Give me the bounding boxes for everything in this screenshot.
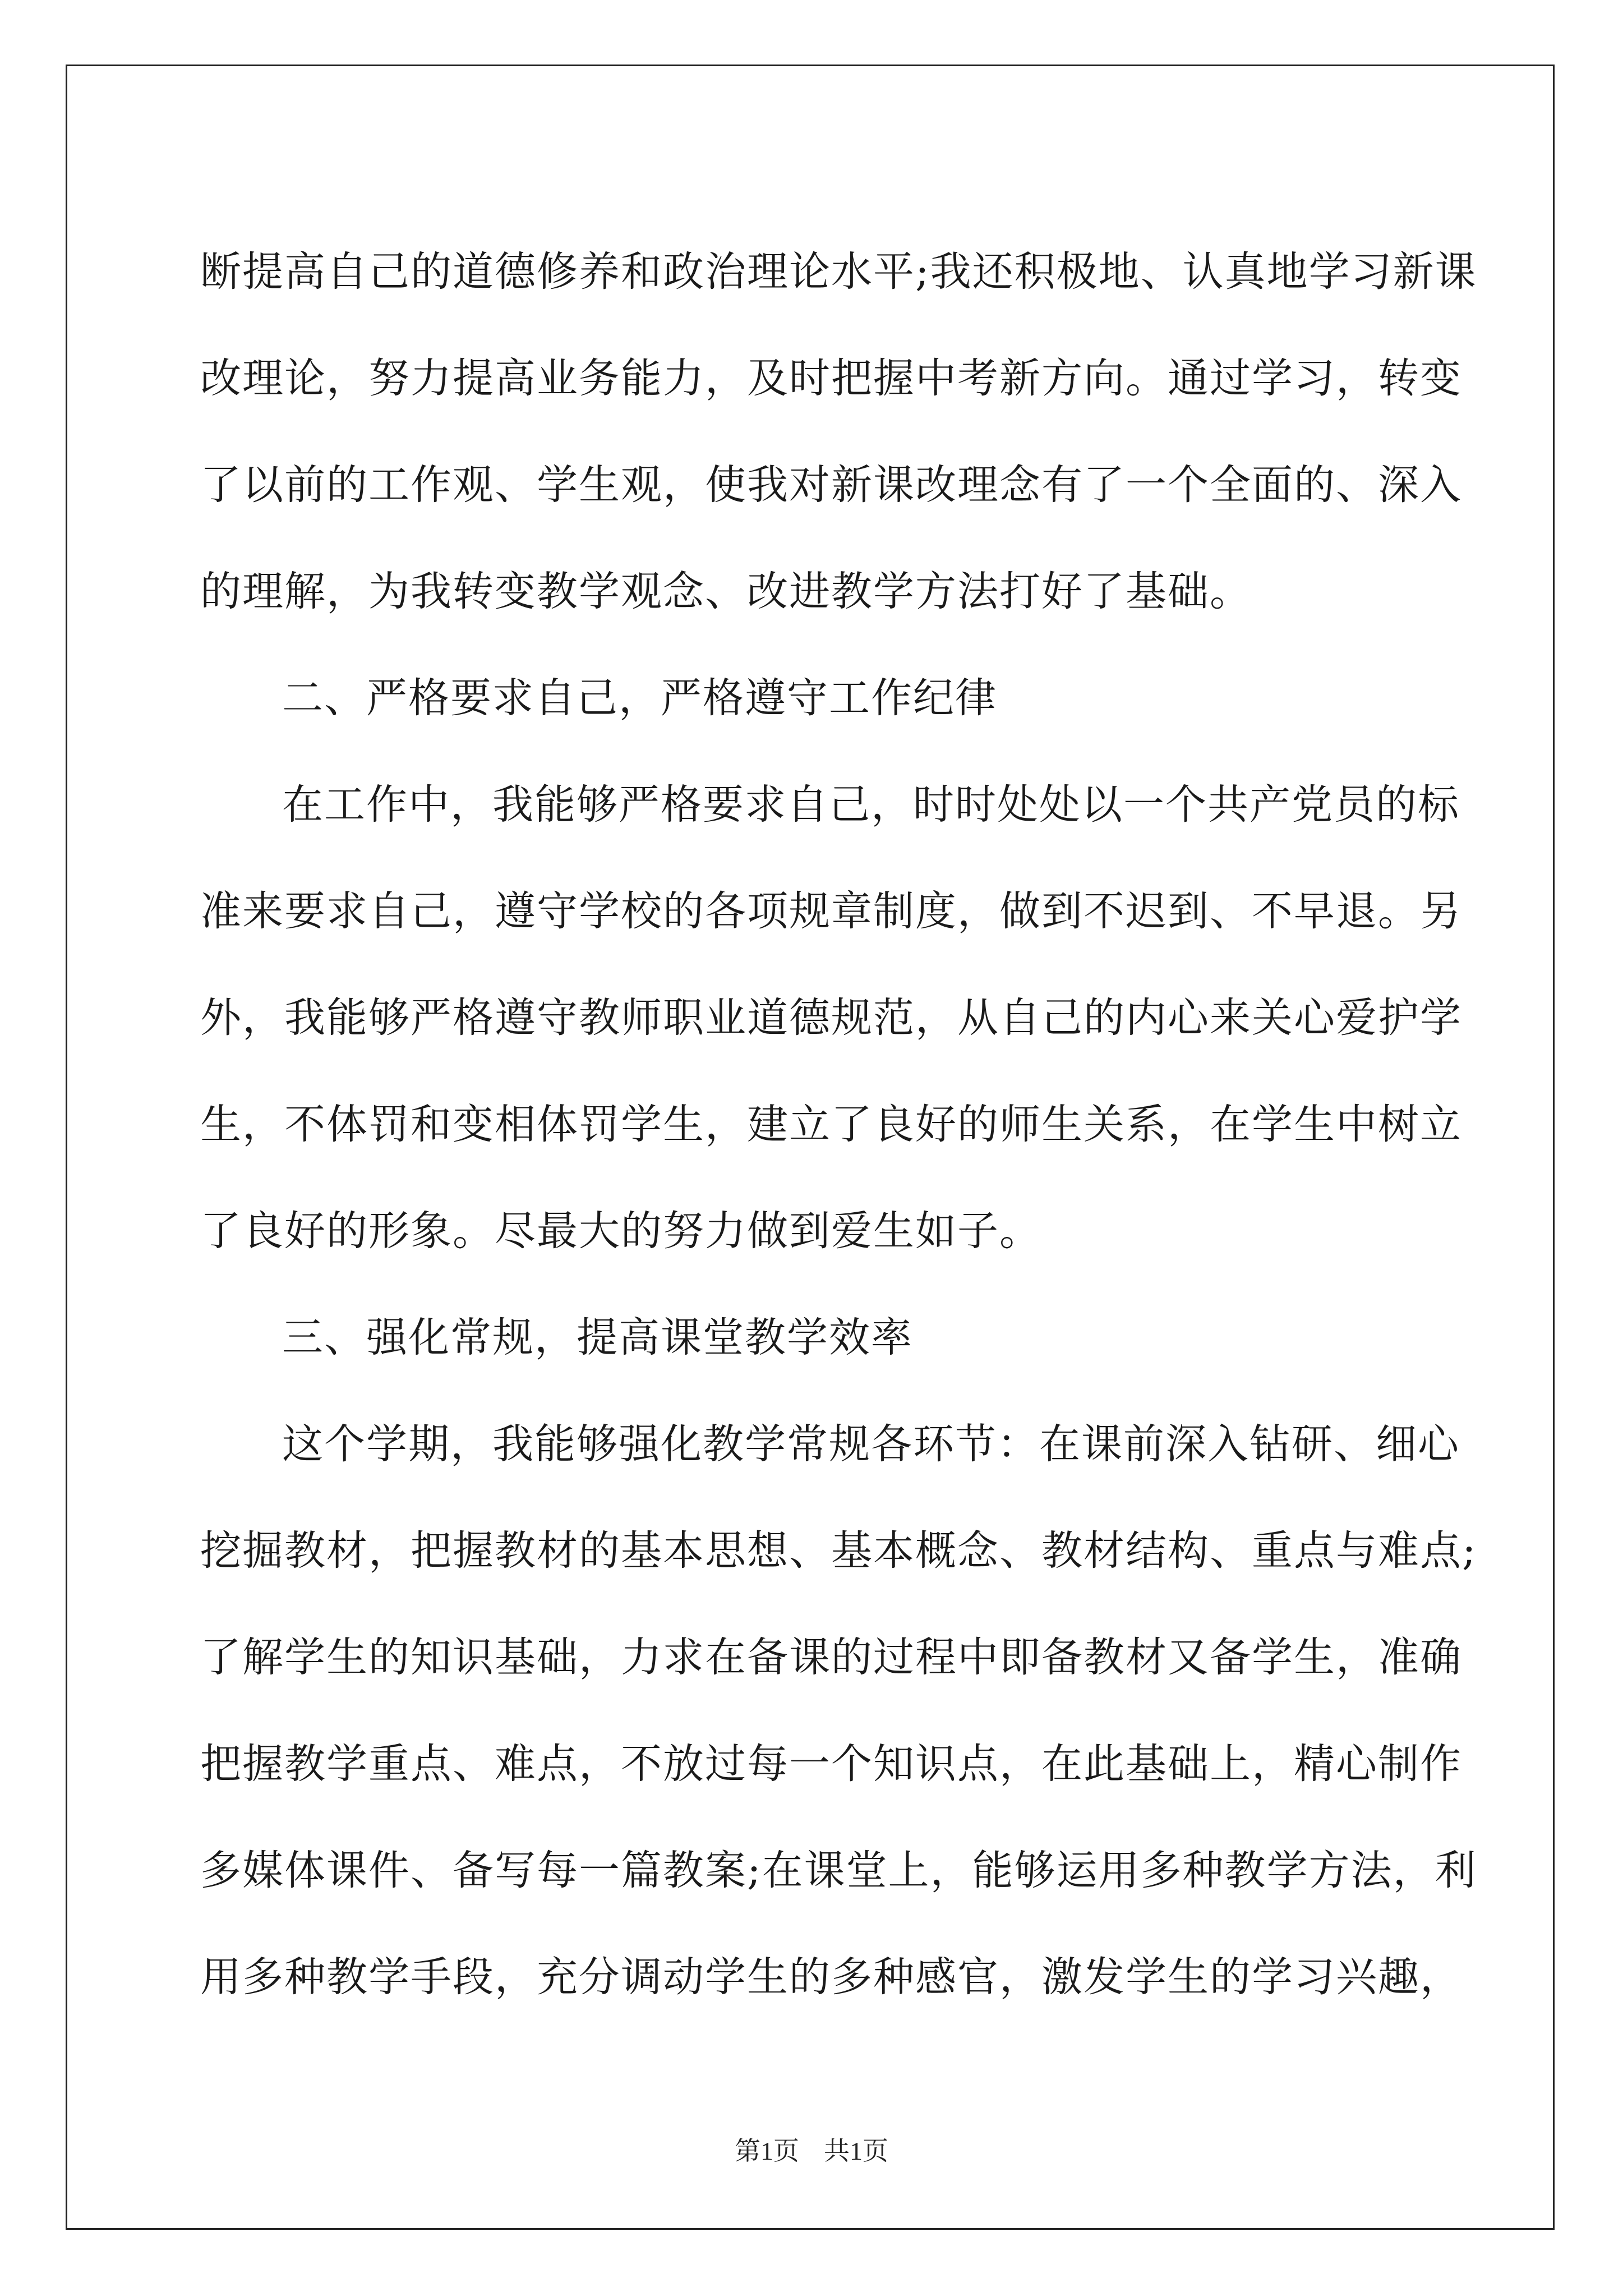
text-line: 生，不体罚和变相体罚学生，建立了良好的师生关系，在学生中树立 [200,1101,1462,1148]
text-line: 了解学生的知识基础，力求在备课的过程中即备教材又备学生，准确 [200,1634,1462,1681]
text-line: 了良好的形象。尽最大的努力做到爱生如子。 [200,1207,1041,1255]
text-line: 挖掘教材，把握教材的基本思想、基本概念、教材结构、重点与难点; [200,1527,1477,1575]
text-line: 断提高自己的道德修养和政治理论水平;我还积极地、认真地学习新课 [200,248,1477,296]
text-line: 把握教学重点、难点，不放过每一个知识点，在此基础上，精心制作 [200,1740,1462,1788]
text-line: 外，我能够严格遵守教师职业道德规范，从自己的内心来关心爱护学 [200,994,1462,1042]
section-heading: 二、严格要求自己，严格遵守工作纪律 [282,674,997,722]
text-line: 在工作中，我能够严格要求自己，时时处处以一个共产党员的标 [282,781,1460,829]
page-footer [0,2134,1623,2168]
text-line: 准来要求自己，遵守学校的各项规章制度，做到不迟到、不早退。另 [200,887,1462,935]
page-number: 第1页 [735,2137,799,2165]
text-line: 这个学期，我能够强化教学常规各环节：在课前深入钻研、细心 [282,1420,1460,1468]
document-body [200,219,1477,2031]
text-line: 的理解，为我转变教学观念、改进教学方法打好了基础。 [200,568,1252,615]
text-line: 了以前的工作观、学生观，使我对新课改理念有了一个全面的、深入 [200,461,1462,509]
text-line: 多媒体课件、备写每一篇教案;在课堂上，能够运用多种教学方法，利 [200,1847,1477,1894]
text-line: 改理论，努力提高业务能力，及时把握中考新方向。通过学习，转变 [200,355,1462,402]
section-heading: 三、强化常规，提高课堂教学效率 [282,1314,913,1361]
text-line: 用多种教学手段，充分调动学生的多种感官，激发学生的学习兴趣， [200,1953,1462,2001]
page-count: 共1页 [824,2137,888,2165]
